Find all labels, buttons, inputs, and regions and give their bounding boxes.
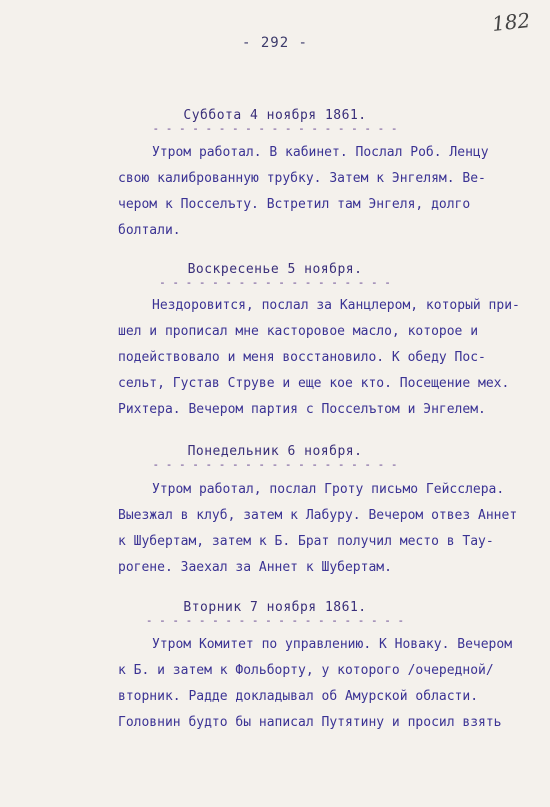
entry-heading-2 (0, 262, 550, 287)
entry-line: к Шубертам, затем к Б. Брат получил место в Тау- (118, 534, 494, 549)
entry-heading-3 (0, 444, 550, 469)
entry-heading-text: Воскресенье 5 ноября. (187, 262, 363, 277)
archive-number: 182 (490, 8, 532, 36)
entry-line: Выезжал в клуб, затем к Лабуру. Вечером отвез Аннет (118, 508, 518, 523)
entry-line: шел и прописал мне касторовое масло, которое и (118, 324, 479, 339)
entry-line: вторник. Радде докладывал об Амурской области. (118, 689, 479, 704)
entry-heading-1 (0, 108, 550, 133)
entry-heading-text: Суббота 4 ноября 1861. (183, 108, 367, 123)
heading-underline: - - - - - - - - - - - - - - - - - - (159, 276, 391, 289)
entry-heading-4 (0, 600, 550, 625)
entry-line: рогене. Заехал за Аннет к Шубертам. (118, 560, 392, 575)
entry-line: Утром работал. В кабинет. Послал Роб. Ленцу (152, 145, 489, 160)
entry-body-3 (118, 477, 518, 581)
entry-body-4 (118, 632, 518, 736)
entry-heading-text: Понедельник 6 ноября. (187, 444, 363, 459)
heading-underline: - - - - - - - - - - - - - - - - - - - (152, 458, 398, 471)
page-number: - 292 - (241, 35, 308, 51)
entry-line: Утром Комитет по управлению. К Новаку. Вечером (152, 637, 513, 652)
entry-line: чером к Посселъту. Встретил там Энгеля, долго (118, 197, 471, 212)
entry-line: Головнин будто бы написал Путятину и просил взять (118, 715, 502, 730)
entry-line: Нездоровится, послал за Канцлером, который при- (152, 298, 520, 313)
entry-line: болтали. (118, 223, 181, 238)
entry-heading-text: Вторник 7 ноября 1861. (183, 600, 367, 615)
heading-underline: - - - - - - - - - - - - - - - - - - - - (145, 614, 405, 627)
heading-underline: - - - - - - - - - - - - - - - - - - - (152, 122, 398, 135)
entry-line: к Б. и затем к Фольборту, у которого /очередной/ (118, 663, 494, 678)
entry-line: Рихтера. Вечером партия с Посселътом и Энгелем. (118, 402, 486, 417)
entry-line: Утром работал, послал Гроту письмо Гейсслера. (152, 482, 505, 497)
entry-body-1 (118, 140, 518, 244)
entry-line: сельт, Густав Струве и еще кое кто. Посещение мех. (118, 376, 510, 391)
entry-body-2 (118, 293, 518, 423)
entry-line: свою калиброванную трубку. Затем к Энгелям. Ве- (118, 171, 486, 186)
entry-line: подействовало и меня восстановило. К обеду Пос- (118, 350, 486, 365)
